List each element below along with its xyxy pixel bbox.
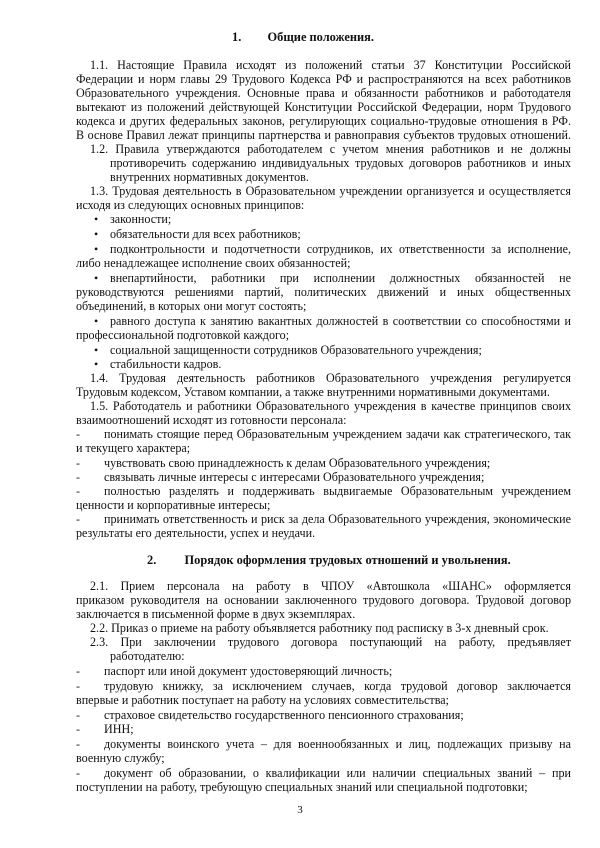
list-item: полностью разделять и поддерживать выдвигаемые Образовательным учреждением <box>104 484 571 498</box>
dash-marker: - <box>76 427 80 441</box>
text-line: Федерации и норм главы 29 Трудового Кодекса РФ и распространяются на всех работников <box>76 72 571 86</box>
page-number: 3 <box>297 804 303 816</box>
text-line: Трудовым кодексом, Уставом компании, а также внутренними нормативными документами. <box>76 385 550 399</box>
list-item-continuation: либо ненадлежащее исполнение своих обязанностей; <box>76 256 351 270</box>
list-item-continuation: ценности и корпоративные интересы; <box>76 498 271 512</box>
list-item-continuation: поступлении на работу, требующую специальных знаний или специальной подготовки; <box>76 780 528 794</box>
list-item-continuation: объединений, в которых они могут состоять; <box>76 299 307 313</box>
text-line: 1.2. Правила утверждаются работодателем с учетом мнения работников и не должны <box>90 142 571 156</box>
text-line: взаимоотношений исходят из готовности персонала: <box>76 413 347 427</box>
list-item: стабильности кадров. <box>110 357 222 371</box>
bullet-marker: • <box>94 314 99 328</box>
list-item: внепартийности, работники при исполнении должностных обязанностей не <box>110 271 571 285</box>
list-item: документ об образовании, о квалификации или наличии специальных званий – при <box>104 766 571 780</box>
text-line: противоречить содержанию индивидуальных трудовых договоров работников и иных <box>110 156 571 170</box>
dash-marker: - <box>76 664 80 678</box>
list-item: чувствовать свою принадлежность к делам Образовательного учреждения; <box>104 456 491 470</box>
text-line: В основе Правил лежат принципы партнерства и равноправия субъектов трудовых отношений. <box>76 128 571 142</box>
text-line: кодекса и других федеральных законов, регулирующих социально-трудовые отношения в РФ. <box>76 114 571 128</box>
section-2-number: 2. <box>147 553 157 567</box>
list-item: законности; <box>110 212 172 226</box>
dash-marker: - <box>76 456 80 470</box>
dash-marker: - <box>76 737 80 751</box>
text-line: 2.1. Прием персонала на работу в ЧПОУ «Автошкола «ШАНС» оформляется <box>90 579 571 593</box>
bullet-marker: • <box>94 343 99 357</box>
list-item: связывать личные интересы с интересами Образовательного учреждения; <box>104 470 485 484</box>
section-2-title: Порядок оформления трудовых отношений и увольнения. <box>184 553 511 567</box>
list-item: трудовую книжку, за исключением случаев, когда трудовой договор заключается <box>104 679 571 693</box>
bullet-marker: • <box>94 227 99 241</box>
section-2-heading <box>147 553 547 567</box>
list-item-continuation: профессиональной подготовкой каждого; <box>76 328 290 342</box>
text-line: работодателю: <box>110 649 185 663</box>
text-line: 1.5. Работодатель и работники Образовательного учреждения в качестве принципов своих <box>90 399 571 413</box>
text-line: приказом руководителя на основании заключенного трудового договора. Трудовой договор <box>76 593 571 607</box>
text-line: Образовательного учреждения. Основные права и обязанности работников и работодателя <box>76 86 571 100</box>
list-item: обязательности для всех работников; <box>110 227 301 241</box>
list-item: социальной защищенности сотрудников Образовательного учреждения; <box>110 343 482 357</box>
dash-marker: - <box>76 708 80 722</box>
list-item-continuation: военную службу; <box>76 751 165 765</box>
list-item-continuation: руководствуются решениями партий, политических движений и иных общественных <box>76 285 571 299</box>
text-line: 2.3. При заключении трудового договора поступающий на работу, предъявляет <box>90 635 571 649</box>
list-item: принимать ответственность и риск за дела Образовательного учреждения, экономические <box>104 512 571 526</box>
bullet-marker: • <box>94 242 99 256</box>
text-line: 1.4. Трудовая деятельность работников Образовательного учреждения регулируется <box>90 371 571 385</box>
bullet-marker: • <box>94 271 99 285</box>
list-item: документы воинского учета – для военнообязанных и лиц, подлежащих призыву на <box>104 737 571 751</box>
list-item-continuation: результаты его деятельности, успех и неудачи. <box>76 526 316 540</box>
list-item: ИНН; <box>104 722 134 736</box>
text-line: вытекают из положений действующей Конституции Российской Федерации, норм Трудового <box>76 100 571 114</box>
bullet-marker: • <box>94 212 99 226</box>
dash-marker: - <box>76 679 80 693</box>
text-line: внутренних нормативных документов. <box>110 170 309 184</box>
dash-marker: - <box>76 722 80 736</box>
list-item-continuation: впервые и работник поступает на работу на условиях совместительства; <box>76 693 449 707</box>
text-line: 2.2. Приказ о приеме на работу объявляется работнику под расписку в 3-х дневный срок. <box>90 621 549 635</box>
section-1-title: Общие положения. <box>267 30 374 44</box>
dash-marker: - <box>76 470 80 484</box>
list-item: равного доступа к занятию вакантных должностей в соответствии со способностями и <box>110 314 571 328</box>
text-line: 1.3. Трудовая деятельность в Образовательном учреждении организуется и осуществляется <box>90 184 571 198</box>
dash-marker: - <box>76 484 80 498</box>
list-item: страховое свидетельство государственного пенсионного страхования; <box>104 708 464 722</box>
section-1-number: 1. <box>232 30 242 44</box>
list-item: понимать стоящие перед Образовательным учреждением задачи как стратегического, так <box>104 427 571 441</box>
list-item-continuation: и текущего характера; <box>76 441 191 455</box>
dash-marker: - <box>76 512 80 526</box>
text-line: заключается в письменной форме в двух экземплярах. <box>76 607 356 621</box>
list-item: подконтрольности и подотчетности сотрудников, их ответственности за исполнение, <box>110 242 571 256</box>
text-line: исходя из следующих основных принципов: <box>76 198 305 212</box>
bullet-marker: • <box>94 357 99 371</box>
list-item: паспорт или иной документ удостоверяющий личность; <box>104 664 393 678</box>
section-1-heading <box>232 30 492 44</box>
dash-marker: - <box>76 766 80 780</box>
text-line: 1.1. Настоящие Правила исходят из положений статьи 37 Конституции Российской <box>90 58 571 72</box>
